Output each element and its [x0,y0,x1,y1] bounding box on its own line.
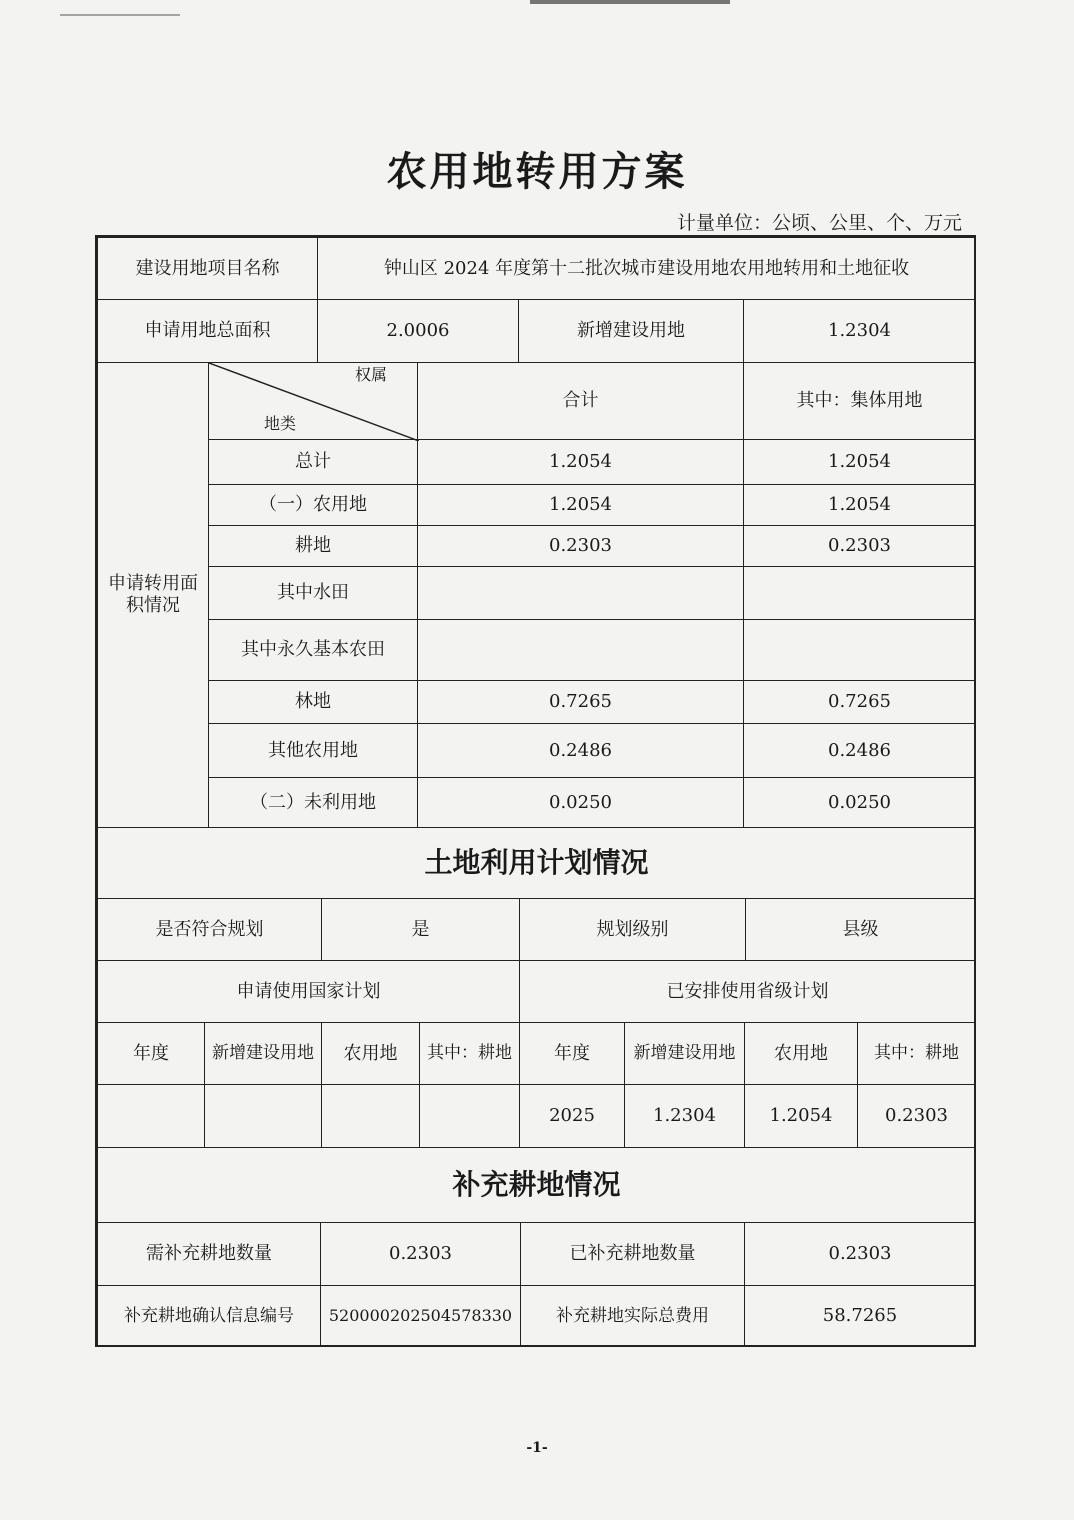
col-year: 年度 [519,1022,625,1085]
value-cell: 2025 [519,1084,625,1148]
actual-cost-value: 58.7265 [744,1285,976,1347]
row-label: 林地 [208,680,418,724]
confirm-id-label: 补充耕地确认信息编号 [97,1285,321,1347]
total-area-value: 2.0006 [317,299,519,363]
page-number: -1- [526,1440,548,1456]
col-farmland: 农用地 [321,1022,420,1085]
col-new-construction: 新增建设用地 [204,1022,322,1085]
row-total: 0.0250 [417,777,744,828]
col-year: 年度 [97,1022,205,1085]
col-new-construction: 新增建设用地 [624,1022,745,1085]
project-name-value: 钟山区 2024 年度第十二批次城市建设用地农用地转用和土地征收 [317,237,976,300]
value-cell [419,1084,520,1148]
row-collective: 0.7265 [743,680,976,724]
supplement-heading: 补充耕地情况 [97,1147,976,1223]
total-area-label: 申请用地总面积 [97,299,318,363]
collective-column-header: 其中：集体用地 [743,362,976,440]
scan-artifact [530,0,730,4]
row-total [417,619,744,681]
plan-level-value: 县级 [745,898,976,961]
conform-value: 是 [321,898,520,961]
row-label: 其他农用地 [208,723,418,778]
row-collective: 1.2054 [743,484,976,526]
row-total: 0.2486 [417,723,744,778]
diagonal-line [209,363,419,441]
value-cell: 0.2303 [857,1084,976,1148]
row-total [417,566,744,620]
row-total: 0.7265 [417,680,744,724]
row-label: 总计 [208,439,418,485]
project-name-label: 建设用地项目名称 [97,237,318,300]
unit-note: 计量单位：公顷、公里、个、万元 [676,212,962,234]
new-construction-value: 1.2304 [743,299,976,363]
form-table [95,235,976,1347]
confirm-id-value: 520000202504578330 [320,1285,521,1347]
row-collective: 0.2303 [743,525,976,567]
document-title: 农用地转用方案 [386,148,688,195]
done-supplement-label: 已补充耕地数量 [520,1222,745,1286]
row-collective [743,619,976,681]
plan-level-label: 规划级别 [519,898,746,961]
row-total: 1.2054 [417,439,744,485]
new-construction-label: 新增建设用地 [518,299,744,363]
row-label: 其中水田 [208,566,418,620]
total-column-header: 合计 [417,362,744,440]
value-cell [321,1084,420,1148]
value-cell: 1.2304 [624,1084,745,1148]
diagonal-header [208,362,418,440]
need-supplement-label: 需补充耕地数量 [97,1222,321,1286]
ownership-header: 权属 [354,365,387,384]
row-total: 0.2303 [417,525,744,567]
row-collective: 1.2054 [743,439,976,485]
actual-cost-label: 补充耕地实际总费用 [520,1285,745,1347]
row-label: （一）农用地 [208,484,418,526]
row-collective: 0.0250 [743,777,976,828]
row-label: （二）未利用地 [208,777,418,828]
value-cell [97,1084,205,1148]
col-farmland: 农用地 [744,1022,858,1085]
plan-heading: 土地利用计划情况 [97,827,976,899]
conversion-side-label: 申请转用面积情况 [97,362,209,828]
row-collective [743,566,976,620]
conform-label: 是否符合规划 [97,898,322,961]
provincial-plan-label: 已安排使用省级计划 [519,960,976,1023]
scan-artifact [60,0,180,16]
col-cultivated: 其中：耕地 [419,1022,520,1085]
row-label: 耕地 [208,525,418,567]
row-total: 1.2054 [417,484,744,526]
done-supplement-value: 0.2303 [744,1222,976,1286]
landtype-header: 地类 [264,413,297,433]
row-collective: 0.2486 [743,723,976,778]
value-cell [204,1084,322,1148]
row-label: 其中永久基本农田 [208,619,418,681]
value-cell: 1.2054 [744,1084,858,1148]
col-cultivated: 其中：耕地 [857,1022,976,1085]
national-plan-label: 申请使用国家计划 [97,960,520,1023]
need-supplement-value: 0.2303 [320,1222,521,1286]
